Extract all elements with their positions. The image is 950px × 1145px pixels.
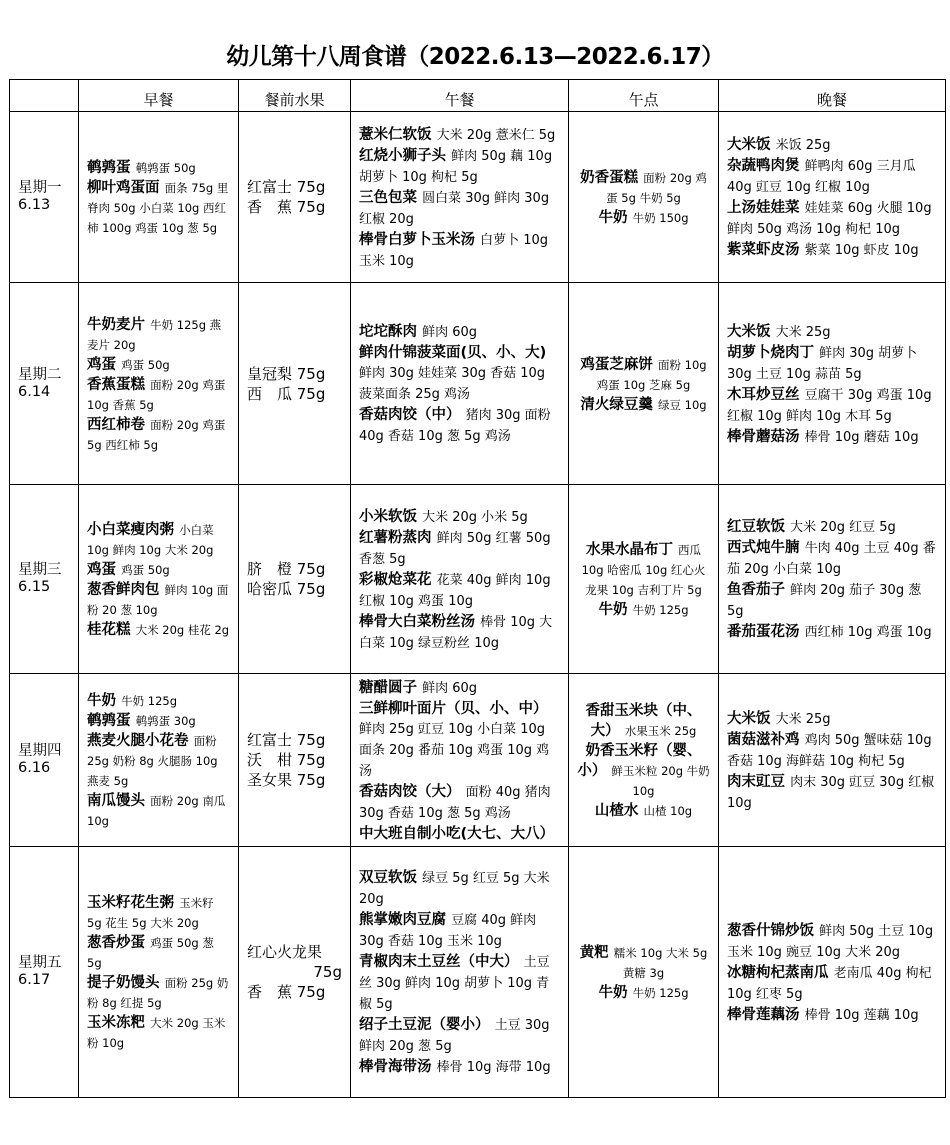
ingredients: 棒骨 10g 莲藕 10g bbox=[804, 1007, 919, 1023]
ingredients: 鹌鹑蛋 30g bbox=[135, 714, 196, 728]
dish-name: 三色包菜 bbox=[359, 189, 417, 206]
fruit-cell bbox=[239, 485, 351, 674]
ingredients: 鲜肉 50g 红薯 50g 香葱 5g bbox=[359, 530, 551, 567]
day-cell bbox=[10, 283, 79, 485]
menu-item bbox=[577, 599, 710, 619]
dish-name: 鸡蛋 bbox=[87, 356, 116, 373]
menu-item bbox=[577, 207, 710, 227]
header-breakfast: 早餐 bbox=[79, 80, 239, 112]
menu-item bbox=[87, 619, 230, 639]
dish-name: 番茄蛋花汤 bbox=[727, 624, 800, 640]
fruit-item: 脐 橙 75g bbox=[247, 560, 326, 578]
ingredients: 棒骨 10g 大白菜 10g 绿豆粉丝 10g bbox=[359, 614, 553, 651]
menu-item bbox=[87, 519, 230, 559]
dish-name: 棒骨莲藕汤 bbox=[727, 1006, 800, 1023]
dish-name: 棒骨海带汤 bbox=[359, 1059, 432, 1075]
ingredients: 白萝卜 10g 玉米 10g bbox=[359, 232, 549, 269]
dish-name: 香甜玉米块（中、大） bbox=[585, 703, 702, 739]
menu-item bbox=[727, 384, 937, 426]
ingredients: 大米 25g bbox=[775, 324, 831, 340]
fruit-item: 香 蕉 75g bbox=[247, 983, 326, 1001]
menu-item bbox=[87, 1012, 230, 1052]
dish-name: 胡萝卜烧肉丁 bbox=[727, 344, 814, 361]
ingredients: 糯米 10g 大米 5g 黄糖 3g bbox=[613, 946, 708, 980]
ingredients: 大米 20g 桂花 2g bbox=[135, 623, 230, 637]
ingredients: 大米 25g bbox=[775, 711, 831, 727]
dish-name: 大米饭 bbox=[727, 323, 771, 340]
ingredients: 鲜肉 20g 茄子 30g 葱 5g bbox=[727, 583, 922, 619]
dish-name: 鱼香茄子 bbox=[727, 582, 785, 598]
menu-item bbox=[727, 579, 937, 621]
dish-name: 中大班自制小吃(大七、大八） bbox=[359, 826, 555, 842]
dish-name: 三鲜柳叶面片（贝、小、中） bbox=[359, 701, 548, 717]
date-label: 6.14 bbox=[18, 383, 51, 400]
ingredients: 鸡蛋 50g 葱 5g bbox=[87, 936, 214, 970]
dish-name: 南瓜馒头 bbox=[87, 793, 145, 809]
page-title: 幼儿第十八周食谱（2022.6.13—2022.6.17） bbox=[226, 44, 724, 70]
dish-name: 坨坨酥肉 bbox=[359, 324, 417, 340]
dish-name: 鸡蛋芝麻饼 bbox=[580, 356, 653, 373]
ingredients: 鲜肉 60g bbox=[422, 325, 478, 340]
menu-item bbox=[359, 506, 560, 527]
dish-name: 杂蔬鸭肉煲 bbox=[727, 158, 800, 174]
lunch-cell bbox=[351, 485, 569, 674]
dish-name: 大米饭 bbox=[727, 710, 771, 727]
menu-item bbox=[87, 354, 230, 374]
day-row bbox=[10, 485, 946, 674]
ingredients: 鲜肉 60g bbox=[422, 681, 478, 696]
dish-name: 彩椒炝菜花 bbox=[359, 571, 432, 588]
menu-item bbox=[87, 690, 230, 710]
ingredients: 肉末 30g 豇豆 30g 红椒 10g bbox=[727, 774, 935, 811]
menu-item bbox=[577, 394, 710, 414]
snack-cell bbox=[569, 674, 719, 847]
dish-name: 青椒肉末土豆丝（中大） bbox=[359, 954, 519, 970]
menu-item bbox=[87, 972, 230, 1012]
dish-name: 鹌鹑蛋 bbox=[87, 713, 131, 729]
menu-item bbox=[727, 729, 937, 771]
fruit-item: 西 瓜 75g bbox=[247, 384, 326, 403]
menu-item bbox=[359, 229, 560, 271]
menu-item bbox=[727, 342, 937, 384]
menu-item bbox=[727, 155, 937, 197]
dish-name: 木耳炒豆丝 bbox=[727, 386, 800, 403]
menu-item bbox=[87, 374, 230, 414]
dish-name: 葱香鲜肉包 bbox=[87, 582, 160, 598]
menu-item bbox=[359, 867, 560, 909]
dish-name: 小米软饭 bbox=[359, 508, 417, 525]
ingredients: 西瓜 10g 哈密瓜 10g 红心火龙果 10g 吉利丁片 5g bbox=[581, 543, 706, 597]
ingredients: 大米 20g 薏米仁 5g bbox=[436, 127, 556, 143]
ingredients: 豆腐 40g 鲜肉 30g 香菇 10g 玉米 10g bbox=[359, 913, 537, 949]
menu-item bbox=[577, 539, 710, 599]
header-dinner: 晚餐 bbox=[719, 80, 946, 112]
menu-item bbox=[87, 414, 230, 454]
dish-name: 紫菜虾皮汤 bbox=[727, 242, 800, 258]
ingredients: 面粉 20g 鸡蛋 5g 西红柿 5g bbox=[87, 417, 226, 452]
ingredients: 鲜鸭肉 60g 三月瓜 40g 豇豆 10g 红椒 10g bbox=[727, 159, 916, 195]
header-day bbox=[10, 80, 79, 112]
menu-item bbox=[727, 537, 937, 579]
lunch-cell bbox=[351, 674, 569, 847]
dish-name: 红烧小狮子头 bbox=[359, 147, 446, 164]
menu-item bbox=[359, 781, 560, 823]
weekday-label: 星期三 bbox=[18, 562, 62, 578]
breakfast-cell bbox=[79, 847, 239, 1098]
dish-name: 牛奶麦片 bbox=[87, 316, 145, 333]
ingredients: 鲜肉 10g 面粉 20 葱 10g bbox=[87, 583, 229, 617]
ingredients: 棒骨 10g 蘑菇 10g bbox=[804, 429, 919, 445]
menu-item bbox=[727, 771, 937, 813]
dish-name: 燕麦火腿小花卷 bbox=[87, 733, 189, 749]
menu-item bbox=[577, 800, 710, 820]
ingredients: 水果玉米 25g bbox=[624, 724, 697, 738]
dish-name: 上汤娃娃菜 bbox=[727, 200, 800, 216]
dish-name: 奶香蛋糕 bbox=[580, 170, 639, 186]
dish-name: 棒骨蘑菇汤 bbox=[727, 428, 800, 445]
dinner-cell bbox=[719, 485, 946, 674]
weekday-label: 星期五 bbox=[18, 955, 62, 971]
ingredients: 山楂 10g bbox=[643, 804, 693, 818]
menu-item bbox=[359, 321, 560, 342]
menu-item bbox=[359, 1056, 560, 1077]
dish-name: 菌菇滋补鸡 bbox=[727, 731, 800, 748]
dish-name: 香菇肉饺（中） bbox=[359, 407, 461, 423]
menu-item bbox=[727, 239, 937, 260]
dish-name: 玉米籽花生粥 bbox=[87, 895, 174, 911]
dish-name: 糖醋圆子 bbox=[359, 680, 417, 696]
fruit-cell bbox=[239, 847, 351, 1098]
ingredients: 牛奶 125g bbox=[632, 986, 689, 1000]
menu-item bbox=[727, 516, 937, 537]
dinner-cell bbox=[719, 112, 946, 283]
dinner-cell bbox=[719, 283, 946, 485]
menu-item bbox=[87, 730, 230, 790]
menu-item bbox=[727, 708, 937, 729]
dinner-cell bbox=[719, 674, 946, 847]
weekday-label: 星期一 bbox=[18, 180, 62, 196]
dinner-cell bbox=[719, 847, 946, 1098]
fruit-cell bbox=[239, 112, 351, 283]
ingredients: 面粉 40g 猪肉 30g 香菇 10g 葱 5g 鸡汤 bbox=[359, 785, 551, 821]
menu-item bbox=[359, 404, 560, 446]
dish-name: 牛奶 bbox=[87, 693, 116, 709]
menu-item bbox=[87, 157, 230, 177]
ingredients: 大米 20g 小米 5g bbox=[422, 509, 528, 525]
ingredients: 绿豆 5g 红豆 5g 大米 20g bbox=[359, 871, 550, 907]
ingredients: 面粉 10g 鸡蛋 10g 芝麻 5g bbox=[596, 357, 707, 392]
breakfast-cell bbox=[79, 674, 239, 847]
ingredients: 棒骨 10g 海带 10g bbox=[436, 1060, 551, 1075]
menu-item bbox=[359, 569, 560, 611]
ingredients: 牛肉 40g 土豆 40g 番茄 20g 小白菜 10g bbox=[727, 541, 936, 577]
ingredients: 牛奶 125g bbox=[632, 603, 689, 617]
fruit-item: 红富士 75g bbox=[247, 178, 326, 196]
dish-name: 清火绿豆羹 bbox=[580, 396, 653, 413]
menu-item bbox=[359, 951, 560, 1014]
dish-name: 山楂水 bbox=[594, 803, 639, 819]
menu-item bbox=[87, 932, 230, 972]
weekday-label: 星期四 bbox=[18, 743, 62, 759]
menu-item bbox=[727, 962, 937, 1004]
dish-name: 牛奶 bbox=[598, 602, 628, 618]
dish-name: 棒骨大白菜粉丝汤 bbox=[359, 613, 475, 630]
menu-item bbox=[87, 790, 230, 830]
weekly-menu-table bbox=[9, 79, 946, 1098]
header-row bbox=[10, 80, 946, 112]
menu-item bbox=[359, 527, 560, 569]
menu-item bbox=[577, 700, 710, 740]
dish-name: 提子奶馒头 bbox=[87, 975, 160, 991]
ingredients: 鲜肉 50g 藕 10g 胡萝卜 10g 枸杞 5g bbox=[359, 148, 553, 185]
menu-item bbox=[359, 611, 560, 653]
breakfast-cell bbox=[79, 112, 239, 283]
dish-name: 鸡蛋 bbox=[87, 562, 116, 578]
dish-name: 葱香炒蛋 bbox=[87, 935, 145, 951]
snack-cell bbox=[569, 485, 719, 674]
dish-name: 小白菜瘦肉粥 bbox=[87, 522, 174, 538]
ingredients: 面粉 25g 奶粉 8g 火腿肠 10g 燕麦 5g bbox=[87, 734, 218, 788]
day-row bbox=[10, 112, 946, 283]
menu-item bbox=[727, 920, 937, 962]
date-label: 6.15 bbox=[18, 579, 51, 595]
menu-item bbox=[87, 892, 230, 932]
fruit-item: 圣女果 75g bbox=[247, 771, 326, 789]
fruit-item: 皇冠梨 75g bbox=[247, 364, 326, 383]
ingredients: 西红柿 10g 鸡蛋 10g bbox=[804, 625, 932, 640]
dish-name: 肉末豇豆 bbox=[727, 773, 785, 790]
date-label: 6.17 bbox=[18, 972, 51, 988]
dish-name: 薏米仁软饭 bbox=[359, 126, 432, 143]
dish-name: 柳叶鸡蛋面 bbox=[87, 180, 160, 196]
dish-name: 红薯粉蒸肉 bbox=[359, 529, 432, 546]
menu-item bbox=[577, 167, 710, 207]
dish-name: 鹌鹑蛋 bbox=[87, 160, 131, 176]
dish-name: 黄粑 bbox=[579, 945, 609, 961]
ingredients: 面粉 25g 奶粉 8g 红提 5g bbox=[87, 976, 229, 1010]
dish-name: 桂花糕 bbox=[87, 622, 131, 638]
menu-item bbox=[359, 342, 560, 404]
menu-item bbox=[359, 698, 560, 781]
date-label: 6.13 bbox=[18, 197, 51, 213]
fruit-item: 红心火龙果 bbox=[247, 943, 323, 961]
dish-name: 水果水晶布丁 bbox=[585, 542, 673, 558]
dish-name: 西红柿卷 bbox=[87, 416, 145, 433]
day-row bbox=[10, 283, 946, 485]
dish-name: 香菇肉饺（大） bbox=[359, 784, 461, 800]
menu-item bbox=[577, 354, 710, 394]
ingredients: 小白菜 10g 鲜肉 10g 大米 20g bbox=[87, 523, 214, 557]
menu-item bbox=[727, 1004, 937, 1025]
menu-item bbox=[727, 197, 937, 239]
fruit-item: 沃 柑 75g bbox=[247, 751, 326, 769]
menu-item bbox=[577, 982, 710, 1002]
ingredients: 鲜肉 25g 豇豆 10g 小白菜 10g 面条 20g 番茄 10g 鸡蛋 10g 鸡汤 bbox=[359, 722, 550, 779]
menu-item bbox=[727, 134, 937, 155]
fruit-cell bbox=[239, 674, 351, 847]
weekday-label: 星期二 bbox=[18, 366, 62, 383]
dish-name: 棒骨白萝卜玉米汤 bbox=[359, 231, 475, 248]
ingredients: 鲜肉 50g 土豆 10g 玉米 10g 豌豆 10g 大米 20g bbox=[727, 923, 934, 960]
dish-name: 葱香什锦炒饭 bbox=[727, 922, 814, 939]
ingredients: 玉米籽 5g 花生 5g 大米 20g bbox=[87, 896, 214, 930]
ingredients: 鲜肉 30g 胡萝卜 30g 土豆 10g 蒜苗 5g bbox=[727, 345, 918, 382]
menu-item bbox=[359, 823, 560, 843]
menu-item bbox=[359, 124, 560, 145]
dish-name: 熊掌嫩肉豆腐 bbox=[359, 912, 446, 928]
dish-name: 双豆软饭 bbox=[359, 870, 417, 886]
dish-name: 牛奶 bbox=[598, 210, 628, 226]
lunch-cell bbox=[351, 112, 569, 283]
ingredients: 牛奶 150g bbox=[632, 211, 689, 225]
menu-item bbox=[359, 677, 560, 698]
day-row bbox=[10, 847, 946, 1098]
ingredients: 牛奶 125g 燕麦片 20g bbox=[87, 317, 222, 352]
menu-item bbox=[727, 321, 937, 342]
ingredients: 圆白菜 30g 鲜肉 30g 红椒 20g bbox=[359, 190, 550, 227]
menu-item bbox=[359, 909, 560, 951]
ingredients: 豆腐干 30g 鸡蛋 10g 红椒 10g 鲜肉 10g 木耳 5g bbox=[727, 387, 932, 424]
menu-item bbox=[577, 942, 710, 982]
day-cell bbox=[10, 847, 79, 1098]
ingredients: 米饭 25g bbox=[775, 138, 831, 153]
ingredients: 老南瓜 40g 枸杞 10g 红枣 5g bbox=[727, 965, 932, 1002]
dish-name: 冰糖枸杞蒸南瓜 bbox=[727, 964, 829, 981]
snack-cell bbox=[569, 283, 719, 485]
day-cell bbox=[10, 674, 79, 847]
menu-item bbox=[359, 187, 560, 229]
fruit-item: 75g bbox=[313, 963, 342, 981]
dish-name: 鲜肉什锦菠菜面(贝、小、大) bbox=[359, 345, 547, 361]
menu-item bbox=[727, 621, 937, 642]
menu-item bbox=[359, 145, 560, 187]
ingredients: 鹌鹑蛋 50g bbox=[135, 161, 196, 175]
dish-name: 绍子土豆泥（婴小） bbox=[359, 1017, 490, 1033]
dish-name: 牛奶 bbox=[598, 985, 628, 1001]
ingredients: 鸡蛋 50g bbox=[121, 563, 170, 577]
dish-name: 大米饭 bbox=[727, 137, 771, 153]
ingredients: 面条 75g 里脊肉 50g 小白菜 10g 西红柿 100g 鸡蛋 10g 葱 5g bbox=[87, 181, 229, 235]
fruit-item: 哈密瓜 75g bbox=[247, 580, 326, 598]
fruit-item: 香 蕉 75g bbox=[247, 198, 326, 216]
menu-item bbox=[87, 710, 230, 730]
ingredients: 鸡蛋 50g bbox=[121, 357, 170, 372]
dish-name: 香蕉蛋糕 bbox=[87, 376, 145, 393]
header-snack: 午点 bbox=[569, 80, 719, 112]
menu-item bbox=[577, 740, 710, 800]
menu-item bbox=[727, 426, 937, 447]
menu-item bbox=[87, 559, 230, 579]
snack-cell bbox=[569, 847, 719, 1098]
menu-item bbox=[87, 314, 230, 354]
menu-item bbox=[359, 1014, 560, 1056]
dish-name: 玉米冻粑 bbox=[87, 1015, 145, 1031]
ingredients: 猪肉 30g 面粉 40g 香菇 10g 葱 5g 鸡汤 bbox=[359, 408, 551, 444]
dish-name: 西式炖牛腩 bbox=[727, 540, 800, 556]
ingredients: 鸡肉 50g 蟹味菇 10g 香菇 10g 海鲜菇 10g 枸杞 5g bbox=[727, 732, 932, 769]
ingredients: 面粉 20g 鸡蛋 10g 香蕉 5g bbox=[87, 377, 226, 412]
menu-item bbox=[87, 579, 230, 619]
ingredients: 土豆 30g 鲜肉 20g 葱 5g bbox=[359, 1018, 550, 1054]
ingredients: 绿豆 10g bbox=[658, 397, 707, 412]
lunch-cell bbox=[351, 847, 569, 1098]
ingredients: 花菜 40g 鲜肉 10g 红椒 10g 鸡蛋 10g bbox=[359, 572, 551, 609]
menu-item bbox=[87, 177, 230, 237]
header-lunch: 午餐 bbox=[351, 80, 569, 112]
header-fruit: 餐前水果 bbox=[239, 80, 351, 112]
fruit-item: 红富士 75g bbox=[247, 731, 326, 749]
ingredients: 紫菜 10g 虾皮 10g bbox=[804, 243, 919, 258]
breakfast-cell bbox=[79, 485, 239, 674]
day-cell bbox=[10, 485, 79, 674]
ingredients: 土豆丝 30g 鲜肉 10g 胡萝卜 10g 青椒 5g bbox=[359, 955, 550, 1012]
ingredients: 娃娃菜 60g 火腿 10g 鲜肉 50g 鸡汤 10g 枸杞 10g bbox=[727, 201, 932, 237]
day-row bbox=[10, 674, 946, 847]
fruit-cell bbox=[239, 283, 351, 485]
ingredients: 大米 20g 红豆 5g bbox=[790, 520, 896, 535]
day-cell bbox=[10, 112, 79, 283]
snack-cell bbox=[569, 112, 719, 283]
ingredients: 面粉 20g 南瓜 10g bbox=[87, 794, 226, 828]
lunch-cell bbox=[351, 283, 569, 485]
ingredients: 面粉 20g 鸡蛋 5g 牛奶 5g bbox=[606, 171, 707, 205]
ingredients: 鲜玉米粒 20g 牛奶 10g bbox=[611, 764, 710, 798]
ingredients: 鲜肉 30g 娃娃菜 30g 香菇 10g 菠菜面条 25g 鸡汤 bbox=[359, 366, 546, 402]
dish-name: 红豆软饭 bbox=[727, 519, 785, 535]
dish-name: 奶香玉米籽（婴、小） bbox=[577, 743, 702, 779]
date-label: 6.16 bbox=[18, 760, 51, 776]
ingredients: 牛奶 125g bbox=[121, 694, 177, 708]
ingredients: 大米 20g 玉米粉 10g bbox=[87, 1016, 226, 1050]
breakfast-cell bbox=[79, 283, 239, 485]
